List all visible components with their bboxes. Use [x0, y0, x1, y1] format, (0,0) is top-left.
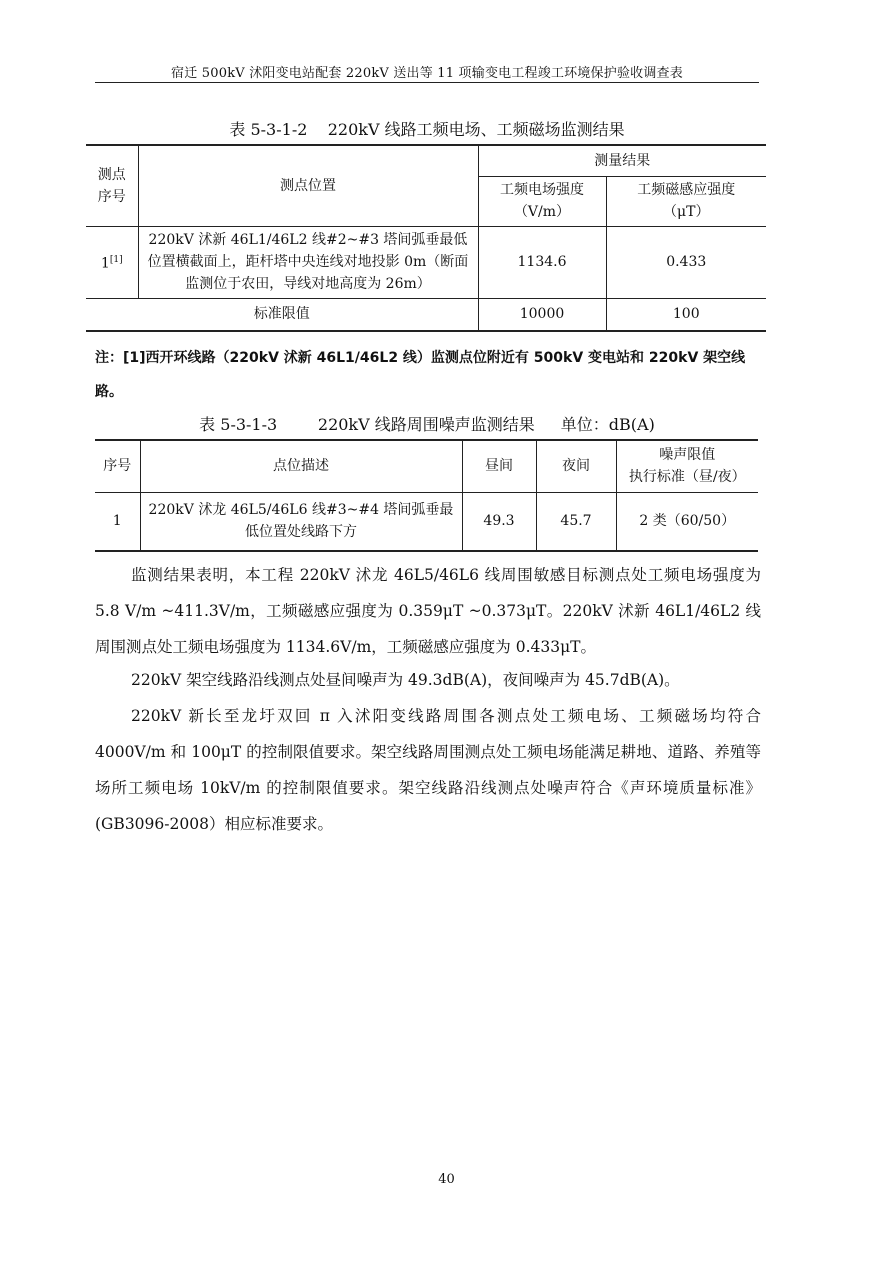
header-limit: 噪声限值 执行标准（昼/夜）	[616, 440, 758, 492]
cell-desc: 220kV 沭龙 46L5/46L6 线#3~#4 塔间弧垂最低位置处线路下方	[140, 492, 462, 551]
header-field-b	[606, 176, 766, 226]
table2-caption-title: 表 5-3-1-3 220kV 线路周围噪声监测结果	[199, 415, 535, 434]
table-row	[95, 492, 758, 551]
limit-label: 标准限值	[86, 298, 478, 331]
cell-b-value: 0.433	[606, 226, 766, 298]
header-field-e-unit: （V/m）	[513, 204, 571, 220]
cell-limit: 2 类（60/50）	[616, 492, 758, 551]
cell-night: 45.7	[536, 492, 616, 551]
table2-caption-unit: 单位：dB(A)	[560, 415, 655, 434]
table1-caption: 表 5-3-1-2 220kV 线路工频电场、工频磁场监测结果	[229, 120, 625, 139]
header-seq: 序号	[95, 440, 140, 492]
table-row	[86, 226, 766, 298]
noise-results-table	[95, 439, 758, 552]
cell-location: 220kV 沭新 46L1/46L2 线#2~#3 塔间弧垂最低位置横截面上，距杆塔中央连线对地投影 0m（断面监测位于农田，导线对地高度为 26m）	[138, 226, 478, 298]
cell-e-value: 1134.6	[478, 226, 606, 298]
paragraph-noise-results: 220kV 架空线路沿线测点处昼间噪声为 49.3dB(A)，夜间噪声为 45.7dB(A)。	[131, 671, 680, 689]
limit-b: 100	[606, 298, 766, 331]
running-header: 宿迁 500kV 沭阳变电站配套 220kV 送出等 11 项输变电工程竣工环境保护验收调查表	[171, 66, 683, 81]
header-desc: 点位描述	[140, 440, 462, 492]
table2-caption	[95, 412, 759, 435]
header-field-e-label: 工频电场强度	[500, 182, 584, 198]
header-field-b-label: 工频磁感应强度	[637, 182, 736, 198]
limit-e: 10000	[478, 298, 606, 331]
header-rule	[95, 82, 759, 83]
header-field-b-unit: （μT）	[663, 204, 710, 220]
header-night: 夜间	[536, 440, 616, 492]
header-field-e	[478, 176, 606, 226]
header-day: 昼间	[462, 440, 536, 492]
cell-day: 49.3	[462, 492, 536, 551]
seq-value: 1	[100, 255, 110, 272]
table-note: 注：[1]西开环线路（220kV 沭新 46L1/46L2 线）监测点位附近有 500kV 变电站和 220kV 架空线路。	[95, 350, 746, 400]
cell-seq: 1	[95, 492, 140, 551]
header-seq: 测点 序号	[86, 145, 138, 226]
emf-results-table	[86, 144, 766, 332]
limit-row	[86, 298, 766, 331]
header-results: 测量结果	[478, 145, 766, 176]
paragraph-emf-results: 监测结果表明，本工程 220kV 沭龙 46L5/46L6 线周围敏感目标测点处工频电场强度为 5.8 V/m ~411.3V/m，工频磁感应强度为 0.359μT ~0.373μT。220kV 沭新 46L1/46L2 线周围测点处工频电场强度为 1134.6V/m，工频磁感应强度为 0.433μT。	[95, 566, 761, 656]
footnote-ref: [1]	[109, 255, 123, 266]
cell-seq	[86, 226, 138, 298]
page-number: 40	[438, 1172, 455, 1187]
header-location: 测点位置	[138, 145, 478, 226]
paragraph-compliance: 220kV 新长至龙圩双回 π 入沭阳变线路周围各测点处工频电场、工频磁场均符合 4000V/m 和 100μT 的控制限值要求。架空线路周围测点处工频电场能满足耕地、道路、养殖等场所工频电场 10kV/m 的控制限值要求。架空线路沿线测点处噪声符合《声环境质量标准》(GB3096-2008）相应标准要求。	[95, 707, 761, 833]
